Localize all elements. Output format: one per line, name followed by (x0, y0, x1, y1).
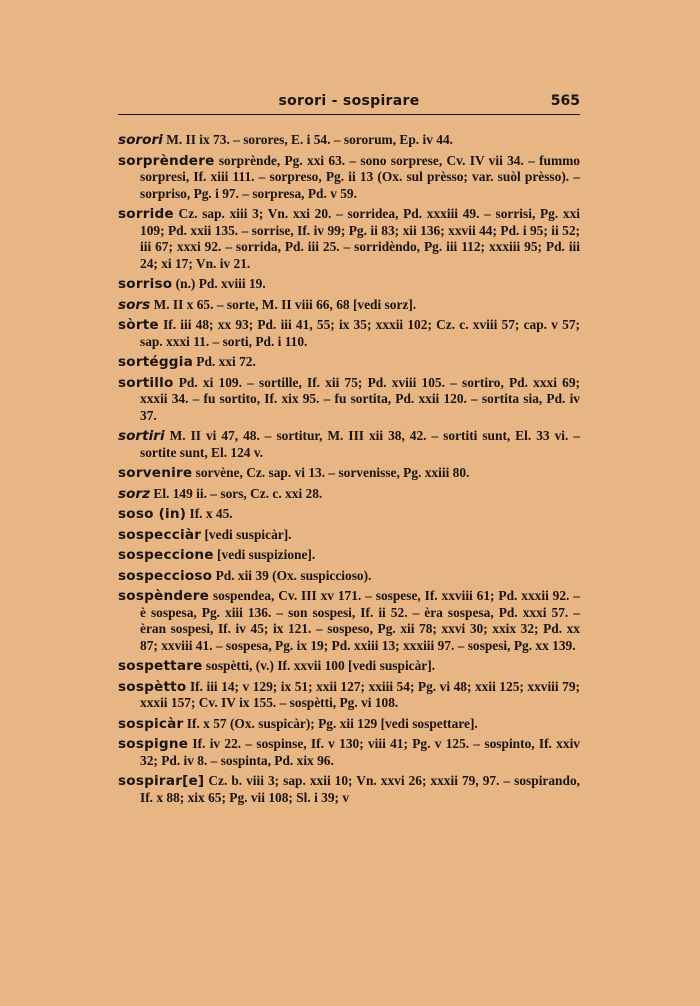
headword: sòrte (118, 317, 159, 333)
headword: sospettare (118, 658, 203, 674)
headword: sortillo (118, 374, 174, 391)
entry-text: Pd. xi 109. – sortille, If. xii 75; Pd. xviii 105. – sortiro, Pd. xxxi 69; xxxii 34. – fu sortito, If. xix 95. – fu sortita, Pd. xxii 120. – sortita sia, Pd. iv 37. (140, 374, 580, 423)
entry-sorride (118, 206, 580, 272)
entry-sospeccioso (118, 568, 580, 585)
entry-text: [vedi suspizione]. (213, 547, 316, 562)
entry-text: If. iii 14; v 129; ix 51; xxii 127; xxiii 54; Pg. vi 48; xxii 125; xxviii 79; xxxii 157; Cv. IV ix 155. – sospètti, Pg. vi 108. (140, 678, 580, 710)
entry-sorteggia (118, 354, 580, 371)
entry-text: sorprènde, Pg. xxi 63. – sono sorprese, Cv. IV vii 34. – fummo sorpresi, If. xiii 111. – sorpreso, Pg. ii 13 (Ox. sul prèsso; var. suòl prèsso). – sorpriso, Pg. i 97. – sorpresa, Pd. v 59. (140, 152, 580, 201)
entry-text: Pd. xii 39 (Ox. suspiccioso). (212, 567, 372, 583)
entry-text: sospendea, Cv. III xv 171. – sospese, If. xxviii 61; Pd. xxxii 92. – è sospesa, Pg. xiii 136. – son sospesi, If. ii 52. – èra sospesa, Pd. xxxi 57. – èran sospesi, If. iv 45; ix 121. – sospeso, Pg. xii 78; xxvi 30; xxix 32; Pd. xx 87; xxviii 41. – sospesa, Pg. ix 19; Pd. xxiii 13; xxxiii 97. – sospesi, Pg. xx 139. (140, 588, 580, 653)
entry-sors (118, 297, 580, 314)
headword: sorriso (118, 276, 173, 292)
entry-text: (n.) Pd. xviii 19. (172, 276, 266, 291)
header-title: sorori - sospirare (278, 93, 420, 109)
headword: sorori (118, 132, 163, 148)
entry-sortiri (118, 428, 580, 461)
headword: sospirar[e] (118, 773, 205, 789)
entry-soso (118, 506, 580, 523)
entry-text: M. II vi 47, 48. – sortitur, M. III xii 38, 42. – sortiti sunt, El. 33 vi. – sortite sunt, El. 124 v. (140, 428, 580, 460)
entry-text: sorvène, Cz. sap. vi 13. – sorvenisse, Pg. xxiii 80. (192, 465, 470, 480)
headword: sorz (118, 485, 151, 502)
headword: sospeccione (118, 547, 214, 563)
entry-sospigne (118, 736, 580, 769)
entry-sorte (118, 317, 580, 350)
entry-text: M. II x 65. – sorte, M. II viii 66, 68 [vedi sorz]. (150, 296, 417, 312)
entry-sospendere (118, 588, 580, 654)
headword: sortiri (118, 428, 165, 444)
entry-sorz (118, 486, 580, 503)
headword: sorride (118, 206, 174, 222)
entry-text: If. iii 48; xx 93; Pd. iii 41, 55; ix 35; xxxii 102; Cz. c. xviii 57; cap. v 57; sap. xxxi 11. – sorti, Pd. i 110. (140, 317, 580, 349)
entry-text: If. x 45. (186, 506, 233, 521)
headword: sospecciàr (118, 526, 202, 543)
entry-sorori (118, 132, 580, 149)
page-number: 565 (550, 93, 580, 109)
entry-text: El. 149 ii. – sors, Cz. c. xxi 28. (150, 485, 323, 501)
entry-sospetto (118, 679, 580, 712)
entry-sorprendere (118, 153, 580, 203)
entry-text: If. iv 22. – sospinse, If. v 130; viii 41; Pg. v 125. – sospinto, If. xxiv 32; Pd. iv 8. – sospinta, Pd. xix 96. (140, 736, 580, 768)
entry-text: [vedi suspicàr]. (201, 526, 292, 542)
headword: sospicàr (118, 715, 184, 732)
entry-text: Cz. sap. xiii 3; Vn. xxi 20. – sorridea, Pd. xxxiii 49. – sorrisi, Pg. xxi 109; Pd. xxii 135. – sorrise, If. iv 99; Pg. ii 83; xii 136; xxvii 44; Pd. i 95; ii 52; iii 67; xxxi 92. – sorrida, Pd. iii 25. – sorridèndo, Pg. iii 112; xxxiii 95; Pd. iii 24; xi 17; Vn. iv 21. (140, 206, 580, 271)
entry-text: If. x 57 (Ox. suspicàr); Pg. xii 129 [vedi sospettare]. (183, 715, 478, 731)
headword: sortéggia (118, 354, 193, 370)
entry-list (118, 132, 580, 810)
headword: sors (118, 296, 151, 313)
entry-sospeccione (118, 547, 580, 564)
entry-sospecciar (118, 527, 580, 544)
running-header (118, 90, 580, 115)
entry-text: sospètti, (v.) If. xxvii 100 [vedi suspicàr]. (202, 658, 436, 673)
entry-sortillo (118, 375, 580, 425)
headword: soso (in) (118, 506, 187, 522)
headword: sospèndere (118, 588, 210, 604)
headword: sospètto (118, 678, 187, 695)
entry-sospirare (118, 773, 580, 806)
headword: sospeccioso (118, 567, 213, 584)
entry-sorriso (118, 276, 580, 293)
headword: sorprèndere (118, 152, 215, 169)
entry-sorvenire (118, 465, 580, 482)
entry-text: M. II ix 73. – sorores, E. i 54. – sororum, Ep. iv 44. (162, 132, 453, 147)
headword: sorvenire (118, 465, 193, 481)
headword: sospigne (118, 736, 189, 752)
entry-text: Cz. b. viii 3; sap. xxii 10; Vn. xxvi 26; xxxii 79, 97. – sospirando, If. x 88; xix 65; Pg. vii 108; Sl. i 39; v (140, 773, 580, 805)
entry-sospettare (118, 658, 580, 675)
entry-text: Pd. xxi 72. (192, 354, 256, 369)
entry-sospicar (118, 716, 580, 733)
